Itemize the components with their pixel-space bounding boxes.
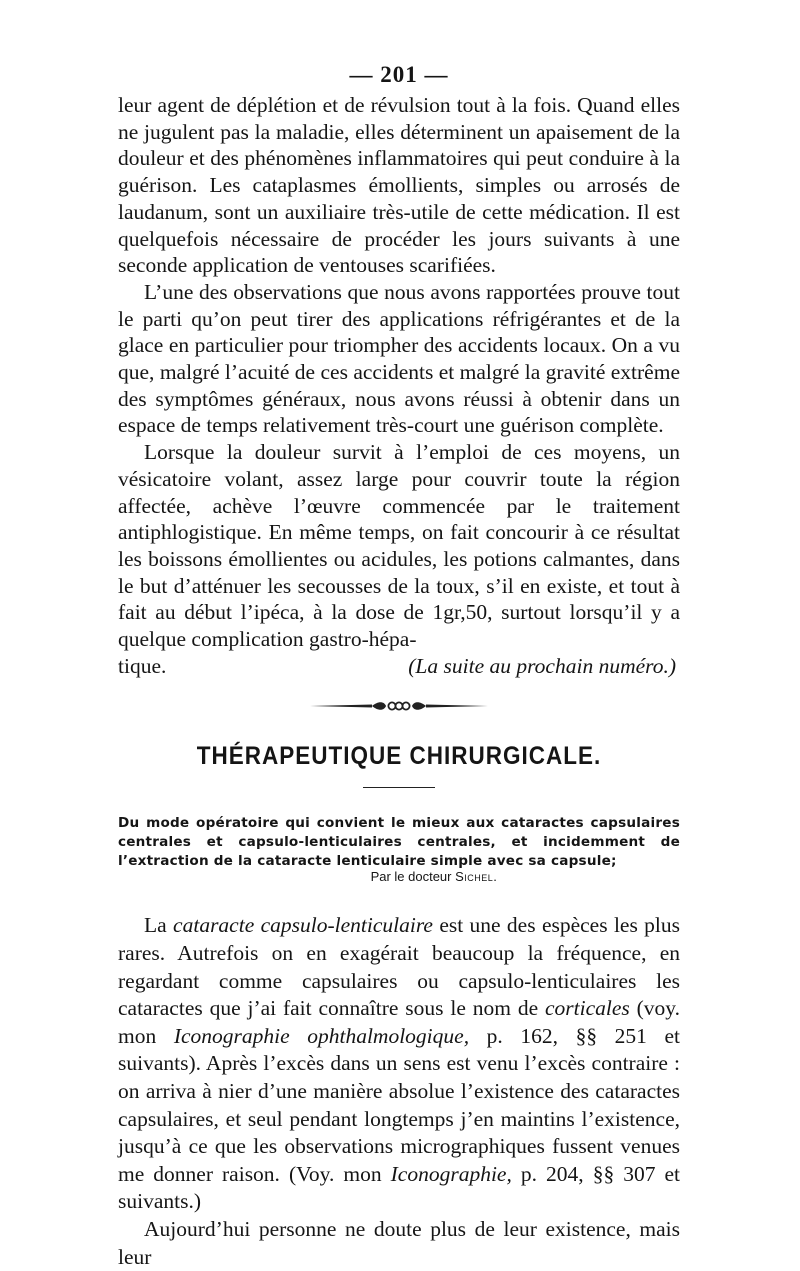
article-heading: Du mode opératoire qui convient le mieux aux cataractes capsulaires centrales et capsulo-lenticulaires centrales, et incidemment de l’extraction de la cataracte lenticulaire simple avec sa capsule;: [118, 815, 680, 870]
title-rule: [363, 787, 435, 788]
paragraph-depletion: leur agent de déplétion et de révulsion tout à la fois. Quand elles ne jugulent pas la maladie, elles déterminent un apaisement de la douleur et des phénomènes inflammatoires qui peut conduire à la guérison. Les cataplasmes émollients, simples ou arrosés de laudanum, sont un auxiliaire très-utile de cette médication. Il est quelquefois nécessaire de procéder les jours suivants à une seconde application de ventouses scarifiées.: [118, 93, 680, 278]
title-iconographie: Iconographie,: [390, 1161, 512, 1186]
page-number: — 201 —: [349, 62, 449, 87]
title-iconographie-ophthalmologique: Iconographie ophthalmologique,: [173, 1023, 470, 1048]
ornament-divider-icon: [310, 699, 488, 713]
byline-prefix: Par le docteur: [370, 869, 452, 885]
paragraph-last-line: [118, 653, 680, 680]
paragraph-vesicatoire: Lorsque la douleur survit à l’emploi de ces moyens, un vésicatoire volant, assez large pour couvrir toute la région affectée, achève l’œuvre commencée par le traitement antiphlogistique. En même temps, on fait concourir à ce résultat les boissons émollientes ou acidules, les potions calmantes, dans le but d’atténuer les secousses de la toux, s’il en existe, et tout à fait au début l’ipéca, à la dose de 1gr,50, surtout lorsqu’il y a quelque complication gastro-hépa-: [118, 440, 680, 652]
book-page: [118, 58, 680, 1271]
paragraph-cataracte: La cataracte capsulo-lenticulaire est une des espèces les plus rares. Autrefois on en exagérait beaucoup la fréquence, en regardant comme capsulaires ou capsulo-lenticulaires les cataractes que j’ai fait connaître sous le nom de corticales (voy. mon Iconographie ophthalmologique, p. 162, §§ 251 et suivants). Après l’excès dans un sens est venu l’excès contraire : on arriva à nier d’une manière absolue l’existence des cataractes capsulaires, et seul pendant longtemps j’en maintins l’existence, jusqu’à ce que les observations micrographiques fussent venues me donner raison. (Voy. mon Iconographie, p. 204, §§ 307 et suivants.): [118, 913, 681, 1214]
term-corticales: corticales: [544, 996, 630, 1021]
paragraph-aujourdhui: Aujourd’hui personne ne doute plus de leur existence, mais leur: [118, 1217, 680, 1269]
byline-author: Sichel.: [455, 869, 498, 885]
paragraph-observations: L’une des observations que nous avons rapportées prouve tout le parti qu’on peut tirer des applications réfrigérantes et de la glace en particulier pour triompher des accidents locaux. On a vu que, malgré l’acuité de ces accidents et malgré la gravité extrême des symptômes généraux, nous avons réussi à obtenir dans un espace de temps relativement très-court une guérison complète.: [118, 279, 680, 438]
paragraph-last-word: tique.: [118, 653, 167, 678]
section-title: THÉRAPEUTIQUE CHIRURGICALE.: [196, 741, 602, 770]
term-cataracte-capsulo-lenticulaire: cataracte capsulo-lenticulaire: [173, 913, 433, 938]
continued-note: (La suite au prochain numéro.): [408, 653, 676, 678]
